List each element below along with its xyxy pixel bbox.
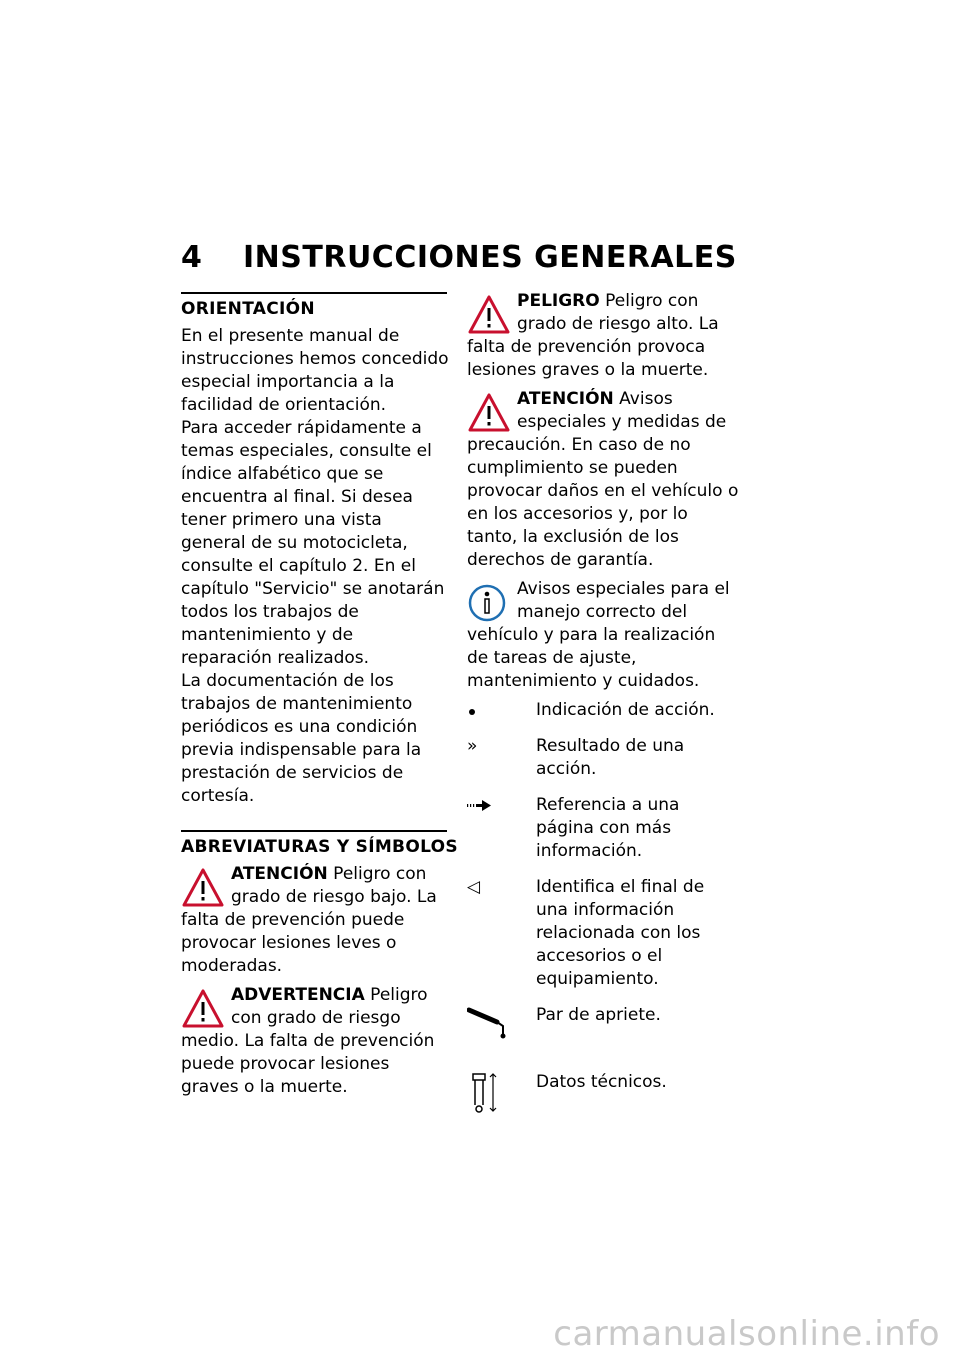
atencion-text: Avisos especiales y medidas de precaución. En caso de no cumplimiento se pueden provocar daños en el vehículo o en los accesorios y, por lo tanto, la exclusión de los derechos de garantía. <box>467 389 739 570</box>
section-divider <box>181 292 447 294</box>
legend-row <box>467 1071 739 1122</box>
atencion-label: ATENCIÓN <box>231 864 328 884</box>
warning-triangle-icon <box>467 392 511 434</box>
legend-row <box>467 735 739 781</box>
end-triangle-icon: ◁ <box>467 877 481 897</box>
peligro-note <box>467 290 739 382</box>
orientacion-paragraph-3: La documentación de los trabajos de mantenimiento periódicos es una condición previa indispensable para la prestación de servicios de cortesía. <box>181 671 422 806</box>
advertencia-note <box>181 984 449 1099</box>
legend-row <box>467 699 739 722</box>
legend-text: Par de apriete. <box>536 1005 661 1025</box>
torque-wrench-icon <box>467 1004 511 1040</box>
warning-triangle-icon <box>181 867 225 909</box>
info-note <box>467 578 739 693</box>
bullet-dot-icon <box>469 709 475 715</box>
advertencia-label: ADVERTENCIA <box>231 985 365 1005</box>
orientacion-paragraph-1: En el presente manual de instrucciones hemos concedido especial importancia a la facilidad de orientación. <box>181 326 449 415</box>
atencion-label: ATENCIÓN <box>517 389 614 409</box>
info-icon <box>467 582 511 624</box>
atencion-especial-note <box>467 388 739 572</box>
atencion-text: Peligro con grado de riesgo bajo. La falta de prevención puede provocar lesiones leves o moderadas. <box>181 864 437 976</box>
section-divider <box>181 830 447 832</box>
warning-triangle-icon <box>181 988 225 1030</box>
legend-row <box>467 876 739 991</box>
peligro-text: Peligro con grado de riesgo alto. La falta de prevención provoca lesiones graves o la muerte. <box>467 291 719 380</box>
watermark: carmanualsonline.info <box>553 1314 940 1354</box>
peligro-label: PELIGRO <box>517 291 600 311</box>
technical-data-icon <box>467 1071 511 1115</box>
legend-text: Referencia a una página con más información. <box>536 795 680 861</box>
warning-triangle-icon <box>467 294 511 336</box>
advertencia-text: Peligro con grado de riesgo medio. La falta de prevención puede provocar lesiones graves o la muerte. <box>181 985 435 1097</box>
info-text: Avisos especiales para el manejo correcto del vehículo y para la realización de tareas de ajuste, mantenimiento y cuidados. <box>467 579 730 691</box>
chapter-title: INSTRUCCIONES GENERALES <box>243 240 737 275</box>
legend-text: Resultado de una acción. <box>536 736 685 779</box>
section-title-abreviaturas: ABREVIATURAS Y SÍMBOLOS <box>181 837 458 857</box>
section-title-orientacion: ORIENTACIÓN <box>181 299 315 319</box>
chapter-number: 4 <box>181 240 203 275</box>
page-reference-arrow-icon <box>467 798 495 812</box>
legend-row <box>467 1004 739 1047</box>
atencion-bajo-note <box>181 863 449 978</box>
double-chevron-icon: » <box>467 736 478 756</box>
legend-text: Indicación de acción. <box>536 700 715 720</box>
chapter-heading <box>181 240 781 275</box>
legend-row <box>467 794 739 863</box>
symbol-legend <box>467 699 739 1122</box>
orientacion-paragraph-2: Para acceder rápidamente a temas especiales, consulte el índice alfabético que se encuentra al final. Si desea tener primero una vista general de su motocicleta, consulte el capítulo 2. En el capítulo "Servicio" se anotarán todos los trabajos de mantenimiento y de reparación realizados. <box>181 418 445 668</box>
legend-text: Identifica el final de una información relacionada con los accesorios o el equipamiento. <box>536 877 705 989</box>
left-column <box>181 292 458 1099</box>
legend-text: Datos técnicos. <box>536 1072 667 1092</box>
right-column <box>467 290 739 1135</box>
